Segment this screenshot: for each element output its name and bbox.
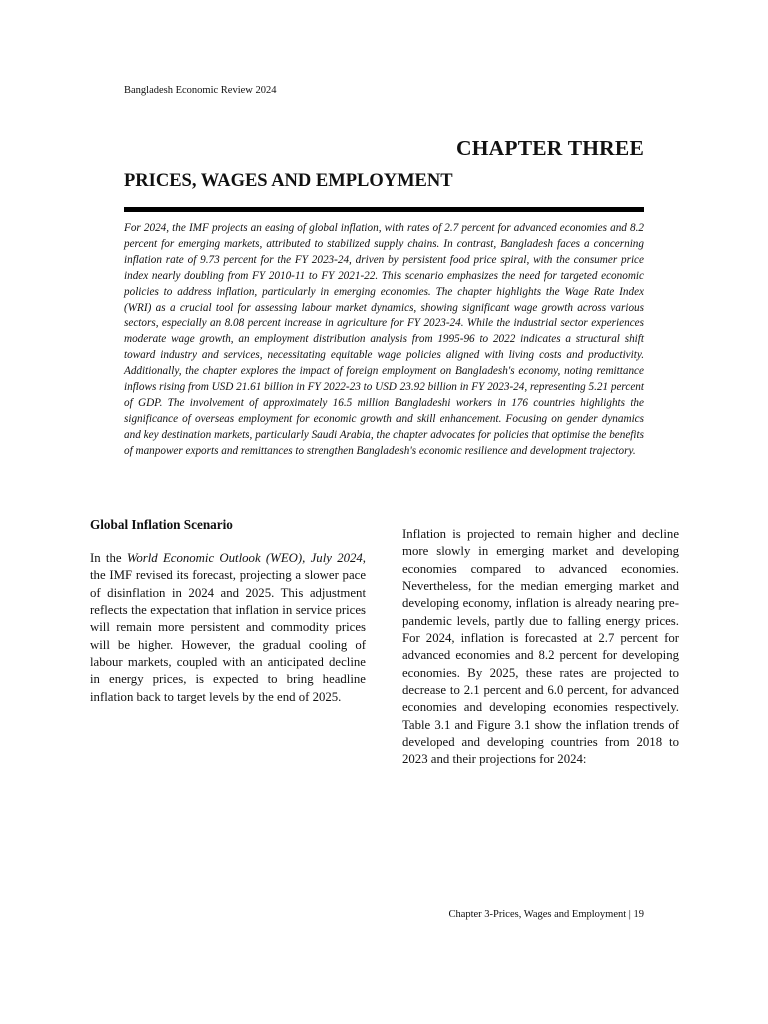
page-footer: Chapter 3-Prices, Wages and Employment | 19	[448, 909, 644, 920]
right-column	[402, 526, 679, 769]
title-divider	[124, 207, 644, 212]
left-column	[90, 516, 366, 706]
weo-citation: World Economic Outlook (WEO), July 2024	[126, 551, 363, 565]
paragraph-weo-lead: In the	[90, 551, 127, 565]
chapter-number: CHAPTER THREE	[456, 136, 644, 160]
paragraph-weo	[90, 550, 366, 706]
section-heading: Global Inflation Scenario	[90, 517, 233, 532]
paragraph-weo-rest: , the IMF revised its forecast, projecting a slower pace of disinflation in 2024 and 2025. This adjustment reflects the expectation that inflation in service prices will remain more persistent and commodity prices will be higher. However, the gradual cooling of labour markets, coupled with an anticipated decline in energy prices, is expected to bring headline inflation back to target levels by the end of 2025.	[90, 551, 366, 704]
chapter-abstract: For 2024, the IMF projects an easing of global inflation, with rates of 2.7 percent for advanced economies and 8.2 percent for emerging markets, attributed to stabilized supply chains. In contrast, Bangladesh faces a concerning inflation rate of 9.73 percent for the FY 2023-24, driven by persistent food price spiral, with the consumer price index nearly doubling from FY 2010-11 to FY 2021-22. This scenario emphasizes the need for targeted economic policies to address inflation, particularly in emerging economies. The chapter highlights the Wage Rate Index (WRI) as a crucial tool for assessing labour market dynamics, showing significant wage growth across various sectors, especially an 8.08 percent increase in agriculture for FY 2023-24. While the industrial sector experiences moderate wage growth, an employment distribution analysis from 1995-96 to 2022 indicates a structural shift toward industry and services, necessitating equitable wage policies aligned with living costs and productivity. Additionally, the chapter explores the impact of foreign employment on Bangladesh's economy, noting remittance inflows rising from USD 21.61 billion in FY 2022-23 to USD 23.92 billion in FY 2023-24, representing 5.21 percent of GDP. The involvement of approximately 16.5 million Bangladeshi workers in 176 countries highlights the significance of overseas employment for economic growth and skill enhancement. Focusing on gender dynamics and key destination markets, particularly Saudi Arabia, the chapter advocates for policies that optimise the benefits of manpower exports and remittances to strengthen Bangladesh's economic resilience and development trajectory.	[124, 222, 644, 457]
running-header: Bangladesh Economic Review 2024	[124, 85, 277, 96]
paragraph-inflation-projection: Inflation is projected to remain higher and decline more slowly in emerging market and developing economies compared to advanced economies. Nevertheless, for the median emerging market and developing economy, inflation is already nearing pre-pandemic levels, partly due to falling energy prices. For 2024, inflation is forecasted at 2.7 percent for advanced economies and 8.2 percent for developing economies. By 2025, these rates are projected to decrease to 2.1 percent and 6.0 percent, for advanced economies and developing economies respectively. Table 3.1 and Figure 3.1 show the inflation trends of developed and developing countries from 2018 to 2023 and their projections for 2024:	[402, 527, 679, 767]
chapter-title: PRICES, WAGES AND EMPLOYMENT	[124, 171, 453, 191]
